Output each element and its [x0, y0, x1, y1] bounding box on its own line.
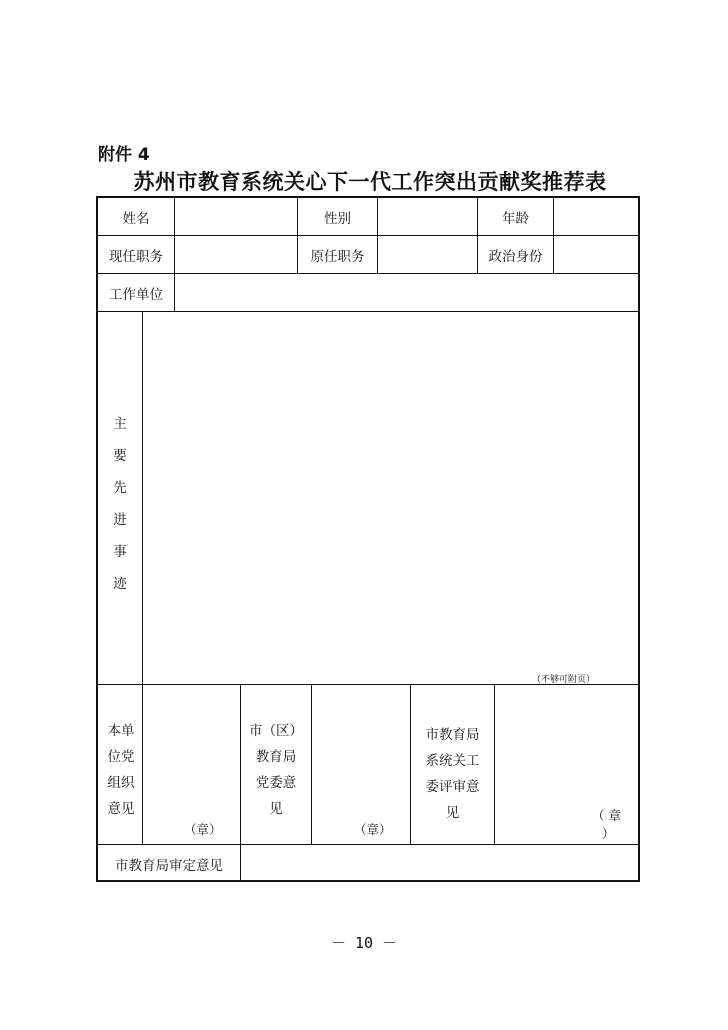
age-label: 年龄 [502, 210, 529, 227]
former-position-label: 原任职务 [310, 248, 365, 265]
deeds-field[interactable] [143, 312, 638, 662]
city-committee-opinion-label [411, 722, 494, 826]
seal-mark-1: （章） [184, 822, 222, 837]
label-line: 见 [269, 801, 283, 817]
work-unit-field[interactable] [175, 274, 638, 311]
work-unit-label: 工作单位 [109, 286, 163, 303]
label-line: 见 [445, 805, 460, 821]
seal-mark-3-close: ） [602, 826, 615, 841]
label-line: 委评审意 [425, 779, 480, 795]
political-status-field[interactable] [554, 236, 638, 273]
gender-field[interactable] [378, 198, 477, 235]
label-line: 组织 [107, 775, 135, 791]
name-field[interactable] [175, 198, 297, 235]
deeds-label-char: 先 [113, 480, 127, 496]
label-line: 市教育局 [425, 727, 480, 743]
unit-party-opinion-label [102, 718, 140, 822]
deeds-label-char: 主 [113, 416, 127, 432]
deeds-label [105, 408, 135, 600]
age-field[interactable] [554, 198, 638, 235]
deeds-label-char: 要 [113, 448, 127, 464]
unit-party-opinion-field[interactable] [143, 685, 240, 835]
district-party-opinion-label [241, 718, 311, 822]
name-label: 姓名 [122, 210, 150, 227]
seal-mark-3: （ 章 [592, 808, 621, 823]
label-line: 本单 [107, 723, 135, 739]
final-approval-field[interactable] [241, 845, 638, 882]
page-number: － 10 － [330, 934, 398, 952]
label-line: 系统关工 [425, 753, 480, 769]
label-line: 教育局 [255, 749, 297, 765]
form-title: 苏州市教育系统关心下一代工作突出贡献奖推荐表 [133, 169, 607, 194]
label-line: 市（区） [249, 723, 303, 739]
label-line: 意见 [107, 801, 135, 817]
district-party-opinion-field[interactable] [312, 685, 410, 835]
attach-page-note: （不够可附页） [532, 675, 596, 685]
gender-label: 性别 [324, 210, 351, 227]
final-approval-label: 市教育局审定意见 [115, 857, 223, 874]
seal-mark-2: （章） [354, 822, 392, 837]
current-position-field[interactable] [175, 236, 297, 273]
current-position-label: 现任职务 [109, 248, 163, 265]
label-line: 党委意 [255, 775, 297, 791]
deeds-label-char: 迹 [113, 576, 127, 592]
label-line: 位党 [107, 749, 135, 765]
recommendation-form [96, 196, 640, 882]
deeds-label-char: 事 [113, 544, 127, 560]
deeds-label-char: 进 [113, 512, 127, 528]
attachment-label: 附件 4 [98, 145, 150, 165]
former-position-field[interactable] [378, 236, 477, 273]
political-status-label: 政治身份 [488, 248, 543, 265]
